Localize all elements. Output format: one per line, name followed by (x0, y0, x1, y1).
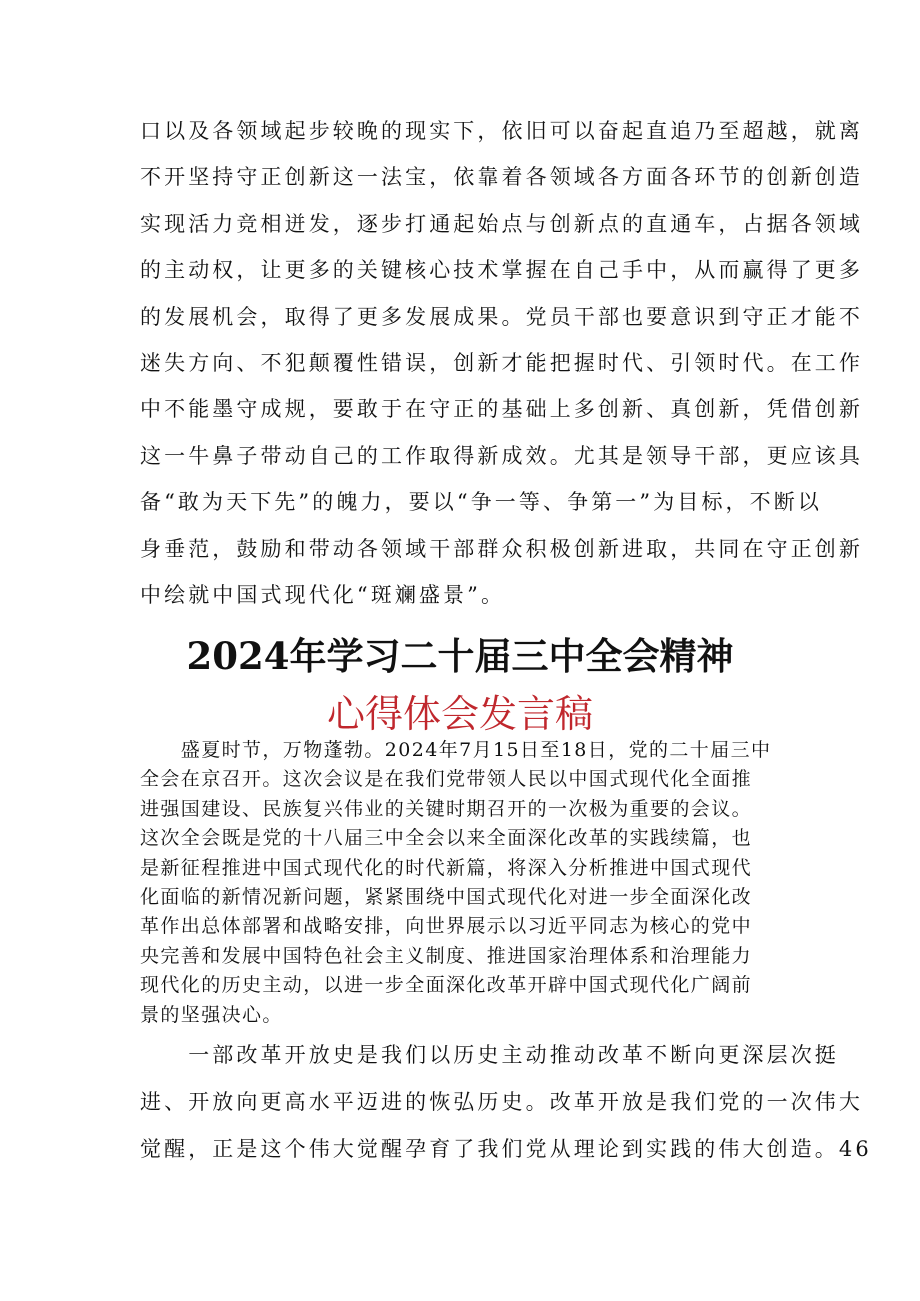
text-line: 的发展机会，取得了更多发展成果。党员干部也要意识到守正才能不 (140, 304, 863, 329)
text-line: 进强国建设、民族复兴伟业的关键时期召开的一次极为重要的会议。 (140, 797, 753, 820)
text-line: 盛夏时节，万物蓬勃。2024年7月15日至18日，党的二十届三中 (140, 739, 772, 761)
document-subtitle: 心得体会发言稿 (326, 692, 593, 736)
text-line: 迷失方向、不犯颠覆性错误，创新才能把握时代、引领时代。在工作 (140, 350, 863, 375)
text-line: 中绘就中国式现代化“斑斓盛景”。 (140, 582, 506, 607)
text-line: 中不能墨守成规，要敢于在守正的基础上多创新、真创新，凭借创新 (140, 397, 863, 422)
text-line: 觉醒，正是这个伟大觉醒孕育了我们党从理论到实践的伟大创造。46 (140, 1137, 872, 1161)
paragraph-reform (140, 1032, 872, 1173)
text-line: 备“敢为天下先”的魄力，要以“争一等、争第一”为目标，不断以 (140, 490, 822, 515)
text-line: 一部改革开放史是我们以历史主动推动改革不断向更深层次挺 (140, 1043, 839, 1067)
text-line: 的主动权，让更多的关键核心技术掌握在自己手中，从而赢得了更多 (140, 258, 863, 283)
document-title: 2024年学习二十届三中全会精神 (186, 634, 734, 678)
paragraph-continuation (140, 108, 863, 618)
text-line: 是新征程推进中国式现代化的时代新篇，将深入分析推进中国式现代 (140, 856, 753, 879)
paragraph-intro (140, 736, 786, 1030)
text-line: 现代化的历史主动，以进一步全面深化改革开辟中国式现代化广阔前 (140, 974, 753, 997)
text-line: 实现活力竞相迸发，逐步打通起始点与创新点的直通车，占据各领域 (140, 211, 863, 236)
text-line: 央完善和发展中国特色社会主义制度、推进国家治理体系和治理能力 (140, 944, 753, 967)
text-line: 口以及各领域起步较晚的现实下，依旧可以奋起直追乃至超越，就离 (140, 119, 863, 143)
text-line: 化面临的新情况新问题，紧紧围绕中国式现代化对进一步全面深化改 (140, 885, 753, 908)
text-line: 这次全会既是党的十八届三中全会以来全面深化改革的实践续篇，也 (140, 827, 753, 850)
text-line: 进、开放向更高水平迈进的恢弘历史。改革开放是我们党的一次伟大 (140, 1090, 863, 1114)
text-line: 全会在京召开。这次会议是在我们党带领人民以中国式现代化全面推 (140, 768, 753, 791)
text-line: 革作出总体部署和战略安排，向世界展示以习近平同志为核心的党中 (140, 915, 753, 938)
text-line: 不开坚持守正创新这一法宝，依靠着各领域各方面各环节的创新创造 (140, 165, 863, 190)
text-line: 这一牛鼻子带动自己的工作取得新成效。尤其是领导干部，更应该具 (140, 443, 863, 468)
text-line: 身垂范，鼓励和带动各领域干部群众积极创新进取，共同在守正创新 (140, 536, 863, 561)
text-line: 景的坚强决心。 (140, 1003, 283, 1026)
